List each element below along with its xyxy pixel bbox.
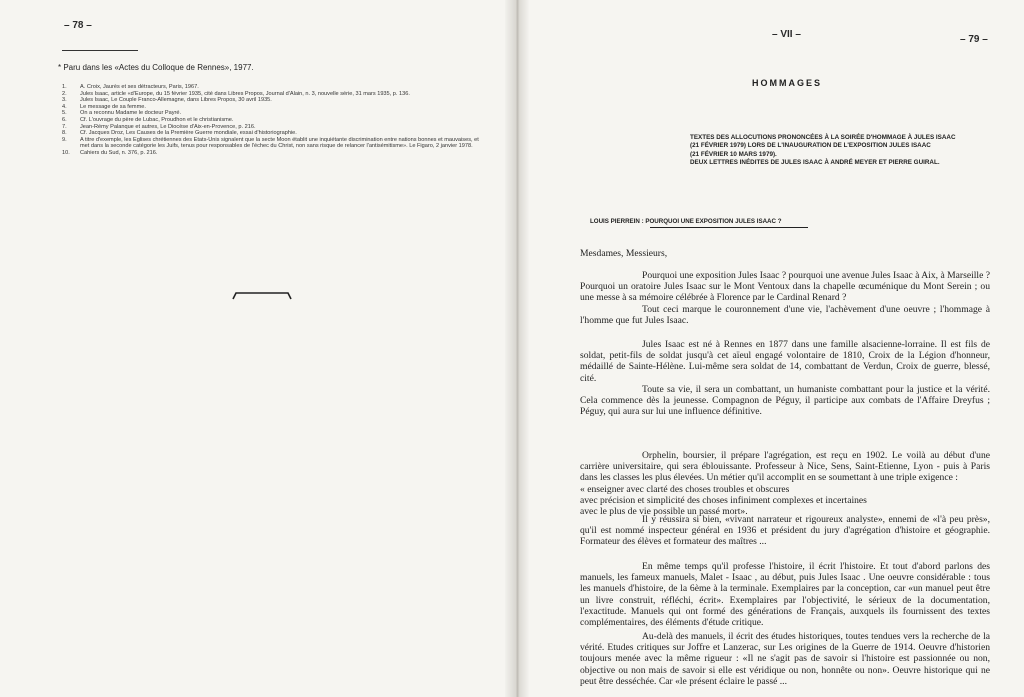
- endnote-item: [62, 91, 482, 98]
- endnote-text: Le message de sa femme.: [80, 103, 146, 110]
- section-subheading: [690, 134, 990, 168]
- endnote-text: On a reconnu Madame le docteur Payré.: [80, 110, 182, 117]
- right-page-number: – 79 –: [960, 34, 988, 45]
- endnote-item: [62, 110, 482, 117]
- endnote-number: 7.: [62, 123, 67, 130]
- endnote-text: Cahiers du Sud, n. 376, p. 216.: [80, 149, 158, 156]
- subheading-line: DEUX LETTRES INÉDITES DE JULES ISAAC À ANDRÉ MEYER ET PIERRE GUIRAL.: [690, 159, 940, 167]
- footnote-star-text: * Paru dans les «Actes du Colloque de Rennes», 1977.: [58, 63, 254, 72]
- endnote-item: [62, 97, 482, 104]
- body-paragraph: En même temps qu'il professe l'histoire, il écrit l'histoire. Et tout d'abord parlons des manuels, les fameux manuels, Malet - Isaac , au début, puis Jules Isaac . Une oeuvre considérable : tous les manuels d'histoire, de la 6ème à la terminale. Exemplaires par la conception, car «un manuel peut être un livre construit, réfléchi, écrit». Exemplaires par l'objectivité, le sérieux de la documentation, l'exactitude. Manuels qui ont formé des générations de Français, auxquels ils fournissent des textes complémentaires, des éléments d'étude critique.: [580, 561, 990, 629]
- author-underline: [650, 227, 808, 228]
- body-paragraph: Il y réussira si bien, «vivant narrateur et rigoureux analyste», ennemi de «l'à peu près», qu'il est nommé inspecteur général en 1936 et président du jury d'agrégation d'histoire et géographie. Formateur des élèves et formateur des maîtres ...: [580, 514, 990, 548]
- endnote-item: [62, 137, 482, 150]
- endnote-number: 9.: [62, 136, 67, 143]
- endnote-text: Jules Isaac, article «d'Europe, du 15 février 1935, cité dans Libres Propos, Journal d'Alain, n. 3, nouvelle série, 31 mars 1935, p. 136.: [80, 90, 410, 97]
- roman-page-number: – VII –: [772, 29, 801, 40]
- endnote-number: 4.: [62, 103, 67, 110]
- endnote-number: 2.: [62, 90, 67, 97]
- endnote-item: [62, 130, 482, 137]
- endnote-number: 6.: [62, 116, 67, 123]
- subheading-line: (21 FÉVRIER 10 MARS 1979).: [690, 150, 777, 158]
- section-title: HOMMAGES: [752, 78, 822, 88]
- decorative-bracket-ornament: [232, 292, 292, 300]
- subheading-line: TEXTES DES ALLOCUTIONS PRONONCÉES À LA SOIRÉE D'HOMMAGE À JULES ISAAC: [690, 134, 956, 141]
- subheading-line: (21 FÉVRIER 1979) LORS DE L'INAUGURATION DE L'EXPOSITION JULES ISAAC: [690, 142, 931, 150]
- endnote-number: 1.: [62, 84, 67, 90]
- endnote-number: 10.: [62, 149, 70, 156]
- endnote-text: Cf. Jacques Droz, Les Causes de la Première Guerre mondiale, essai d'historiographie.: [80, 130, 297, 137]
- body-paragraph: Au-delà des manuels, il écrit des études historiques, toutes tendues vers la recherche de la vérité. Etudes critiques sur Joffre et Lanzerac, sur Les origines de la Guerre de 1914. Oeuvre d'historien toujours menée avec la même rigueur : «Il ne s'agit pas de savoir si l'histoire est passionnée ou non, objective ou non mais de savoir si elle est véridique ou non, honnête ou non». Oeuvre historique qui ne peut être desséchée. Car «le présent éclaire le passé ...: [580, 631, 990, 687]
- endnote-item: [62, 150, 482, 157]
- endnote-item: [62, 117, 482, 124]
- endnote-number: 3.: [62, 97, 67, 104]
- endnote-text: Cf. L'ouvrage du père de Lubac, Proudhon et le christianisme.: [80, 116, 234, 123]
- salutation: Mesdames, Messieurs,: [580, 248, 668, 259]
- body-paragraph: Jules Isaac est né à Rennes en 1877 dans une famille alsacienne-lorraine. Il est fils de soldat, petit-fils de soldat jusqu'à cet aïeul engagé volontaire de 1810, Croix de la Légion d'honneur, médaillé de Sainte-Hélène. Lui-même sera soldat de 14, combattant de Verdun, Croix de guerre, blessé, cité. Toute sa vie, il sera un combattant, un humaniste combattant pour la justice et la vérité. Cela commence dès la jeunesse. Compagnon de Péguy, il participe aux combats de l'Affaire Dreyfus ; Péguy, qui aura sur lui une influence définitive.: [580, 339, 990, 418]
- endnotes-list: [62, 84, 482, 157]
- endnote-text: A titre d'exemple, les Eglises chrétiennes des Etats-Unis signalent que la secte Moon établit une inquiétante discrimination entre nations bonnes et mauvaises, et met dans la seconde catégorie les Juifs, tenus pour responsables de l'échec du Christ, non sans risque de relancer l'antisémitisme». Le Figaro, 2 janvier 1978.: [80, 136, 479, 150]
- endnote-item: [62, 124, 482, 131]
- endnote-number: 8.: [62, 130, 67, 137]
- footnote-separator: [62, 50, 138, 51]
- body-paragraph: Pourquoi une exposition Jules Isaac ? pourquoi une avenue Jules Isaac à Aix, à Marseille ? Pourquoi un oratoire Jules Isaac sur le Mont Ventoux dans la chapelle œcuménique du Mont Serein ; ou une messe à sa mémoire célébrée à Florence par le Cardinal Renard ? Tout ceci marque le couronnement d'une vie, l'achèvement d'une oeuvre ; l'hommage à l'homme que fut Jules Isaac.: [580, 270, 990, 326]
- left-page-number: – 78 –: [64, 20, 92, 31]
- endnote-text: Jules Isaac, Le Couple Franco-Allemagne, dans Libres Propos, 30 avril 1935.: [80, 97, 272, 104]
- author-heading: LOUIS PIERREIN : POURQUOI UNE EXPOSITION JULES ISAAC ?: [590, 218, 782, 225]
- endnote-text: Jean-Rémy Palanque et autres, Le Diocèse d'Aix-en-Provence, p. 216.: [80, 123, 256, 130]
- endnote-number: 5.: [62, 110, 67, 117]
- endnote-item: [62, 104, 482, 111]
- endnote-item: [62, 84, 482, 91]
- left-page: [0, 0, 510, 697]
- endnote-text: A. Croix, Jaurès et ses détracteurs, Paris, 1967.: [80, 84, 199, 90]
- body-paragraph: Orphelin, boursier, il prépare l'agrégation, est reçu en 1902. Le voilà au début d'une carrière universitaire, qui sera éblouissante. Professeur à Nice, Sens, Saint-Etienne, Lyon - puis à Paris dans les classes les plus élevées. Un métier qu'il accomplit en se soumettant à une triple exigence : « enseigner avec clarté des choses troubles et obscures avec précision et simplicité des choses infiniment complexes et incertaines avec le plus de vie possible un passé mort».: [580, 450, 990, 518]
